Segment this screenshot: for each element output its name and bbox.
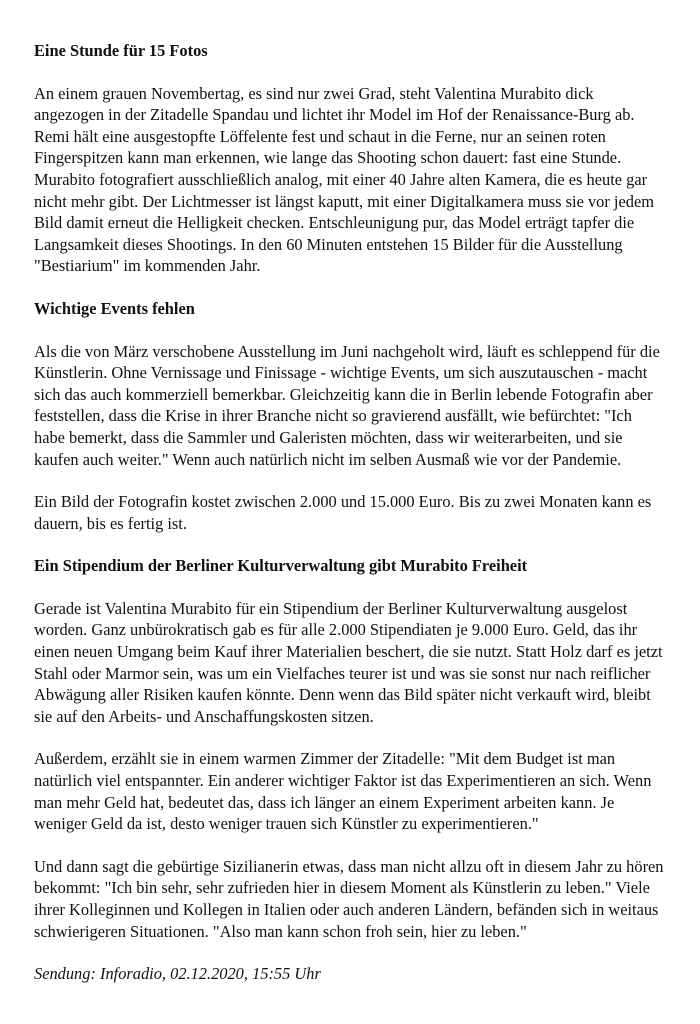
section-heading-1: Eine Stunde für 15 Fotos — [34, 41, 208, 60]
paragraph-4: Gerade ist Valentina Murabito für ein Stipendium der Berliner Kulturverwaltung ausgelost worden. Ganz unbürokratisch gab es für alle 2.000 Stipendiaten je 9.000 Euro. Geld, das ihr einen neuen Umgang beim Kauf ihrer Materialien beschert, die sie nutzt. Statt Holz darf es jetzt Stahl oder Marmor sein, was um ein Vielfaches teurer ist und was sie sonst nur nach reiflicher Abwägung aller Risiken kaufen könnte. Denn wenn das Bild später nicht verkauft wird, bleibt sie auf den Arbeits- und Anschaffungskosten sitzen. — [34, 598, 663, 726]
spacer — [34, 727, 664, 748]
section-heading-3: Ein Stipendium der Berliner Kulturverwaltung gibt Murabito Freiheit — [34, 556, 528, 576]
spacer — [34, 277, 664, 298]
article-body — [34, 40, 664, 985]
spacer — [34, 577, 664, 598]
paragraph-6: Und dann sagt die gebürtige Sizilianerin etwas, dass man nicht allzu oft in diesem Jahr zu hören bekommt: "Ich bin sehr, sehr zufrieden hier in diesem Moment als Künstlerin zu leben." Viele ihrer Kolleginnen und Kollegen in Italien oder auch anderen Ländern, befänden sich in weitaus schwierigeren Situationen. "Also man kann schon froh sein, hier zu leben." — [34, 856, 664, 941]
spacer — [34, 835, 664, 856]
spacer — [34, 942, 664, 963]
section-heading-2: Wichtige Events fehlen — [34, 298, 195, 318]
paragraph-1: An einem grauen Novembertag, es sind nur zwei Grad, steht Valentina Murabito dick angezogen in der Zitadelle Spandau und lichtet ihr Model im Hof der Renaissance-Burg ab. Remi hält eine ausgestopfte Löffelente fest und schaut in die Ferne, nur an seinen roten Fingerspitzen kann man erkennen, wie lange das Shooting schon dauert: fast eine Stunde. Murabito fotografiert ausschließlich analog, mit einer 40 Jahre alten Kamera, die es heute gar nicht mehr gibt. Der Lichtmesser ist längst kaputt, mit einer Digitalkamera muss sie vor jedem Bild damit erneut die Helligkeit checken. Entschleunigung pur, das Model erträgt tapfer die Langsamkeit dieses Shootings. In den 60 Minuten entstehen 15 Bilder für die Ausstellung "Bestiarium" im kommenden Jahr. — [34, 83, 654, 276]
paragraph-3: Ein Bild der Fotografin kostet zwischen 2.000 und 15.000 Euro. Bis zu zwei Monaten kann es dauern, bis es fertig ist. — [34, 492, 652, 533]
paragraph-5: Außerdem, erzählt sie in einem warmen Zimmer der Zitadelle: "Mit dem Budget ist man natürlich viel entspannter. Ein anderer wichtiger Faktor ist das Experimentieren an sich. Wenn man mehr Geld hat, bedeutet das, dass ich länger an einem Experiment arbeiten kann. Je weniger Geld da ist, desto weniger trauen sich Künstler zu experimentieren." — [34, 749, 652, 834]
spacer — [34, 470, 664, 491]
paragraph-2: Als die von März verschobene Ausstellung im Juni nachgeholt wird, läuft es schleppend für die Künstlerin. Ohne Vernissage und Finissage - wichtige Events, um sich auszutauschen - macht sich das auch kommerziell bemerkbar. Gleichzeitig kann die in Berlin lebende Fotografin aber feststellen, dass die Krise in ihrer Branche nicht so gravierend ausfällt, wie befürchtet: "Ich habe bemerkt, dass die Sammler und Galeristen möchten, dass wir weiterarbeiten, und sie kaufen auch weiter." Wenn auch natürlich nicht im selben Ausmaß wie vor der Pandemie. — [34, 341, 660, 469]
spacer — [34, 62, 664, 83]
broadcast-credit: Sendung: Inforadio, 02.12.2020, 15:55 Uhr — [34, 964, 321, 984]
spacer — [34, 320, 664, 341]
spacer — [34, 534, 664, 555]
